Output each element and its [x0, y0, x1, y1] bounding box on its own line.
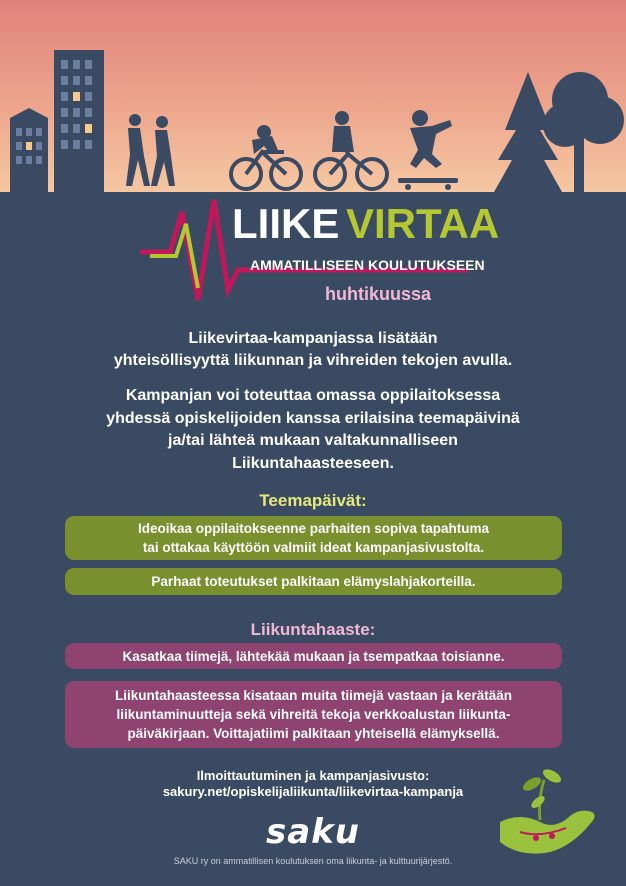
box-line: Kasatkaa tiimejä, lähtekää mukaan ja tsempatkaa toisianne. [122, 648, 505, 664]
hand-with-sprout-icon [490, 762, 610, 862]
logo-subtitle: AMMATILLISEEN KOULUTUKSEEN [250, 257, 485, 273]
teemapaivat-box-rewards [65, 568, 562, 595]
liikuntahaaste-box-teams [65, 643, 562, 669]
box-line: liikuntaminuutteja sekä vihreitä tekoja verkkoalustan liikunta- [116, 707, 511, 722]
box-line: Parhaat toteutukset palkitaan elämyslahjakorteilla. [151, 574, 476, 589]
liikevirtaa-logo [0, 190, 626, 310]
tall-building [54, 50, 104, 192]
liikuntahaaste-heading: Liikuntahaaste: [250, 620, 376, 639]
body-line: ja/tai lähteä mukaan valtakunnalliseen [168, 432, 458, 449]
body-paragraph [0, 385, 626, 475]
liikuntahaaste-box-details [65, 681, 562, 748]
body-line: Kampanjan voi toteuttaa omassa oppilaitoksessa [125, 387, 501, 404]
logo-month: huhtikuussa [325, 284, 432, 304]
body-line: yhdessä opiskelijoiden kanssa erilaisina teemapäivinä [106, 409, 520, 427]
signup-label: Ilmoittautuminen ja kampanjasivusto: [196, 768, 430, 783]
box-line: tai ottakaa käyttöön valmiit ideat kampanjasivustolta. [142, 540, 485, 555]
teemapaivat-box-ideas [65, 516, 562, 560]
box-line: Ideoikaa oppilaitokseenne parhaiten sopiva tapahtuma [137, 521, 490, 536]
footer-text: SAKU ry on ammatillisen koulutuksen oma liikunta- ja kulttuurijärjestö. [173, 856, 453, 866]
box-line: päiväkirjaan. Voittajatiimi palkitaan yhteisellä elämyksellä. [127, 726, 500, 741]
cyclist-1 [231, 152, 301, 189]
logo-title-part2: VIRTAA [346, 200, 500, 247]
intro-line: Liikevirtaa-kampanjassa lisätään [188, 330, 438, 347]
logo-title-part1: LIIKE [232, 200, 340, 247]
trees [494, 72, 624, 192]
teemapaivat-heading: Teemapäivät: [259, 491, 367, 510]
city-skyline-illustration [0, 0, 626, 200]
skateboarder [398, 110, 458, 190]
saku-logo: saku [266, 812, 360, 852]
intro-paragraph [0, 328, 626, 372]
walking-people [126, 114, 175, 186]
signup-url[interactable]: sakury.net/opiskelijaliikunta/liikevirtaa-kampanja [162, 784, 464, 799]
box-line: Liikuntahaasteessa kisataan muita tiimejä vastaan ja kerätään [115, 688, 512, 703]
intro-line: yhteisöllisyyttä liikunnan ja vihreiden tekojen avulla. [113, 352, 513, 369]
body-line: Liikuntahaasteeseen. [232, 454, 394, 472]
